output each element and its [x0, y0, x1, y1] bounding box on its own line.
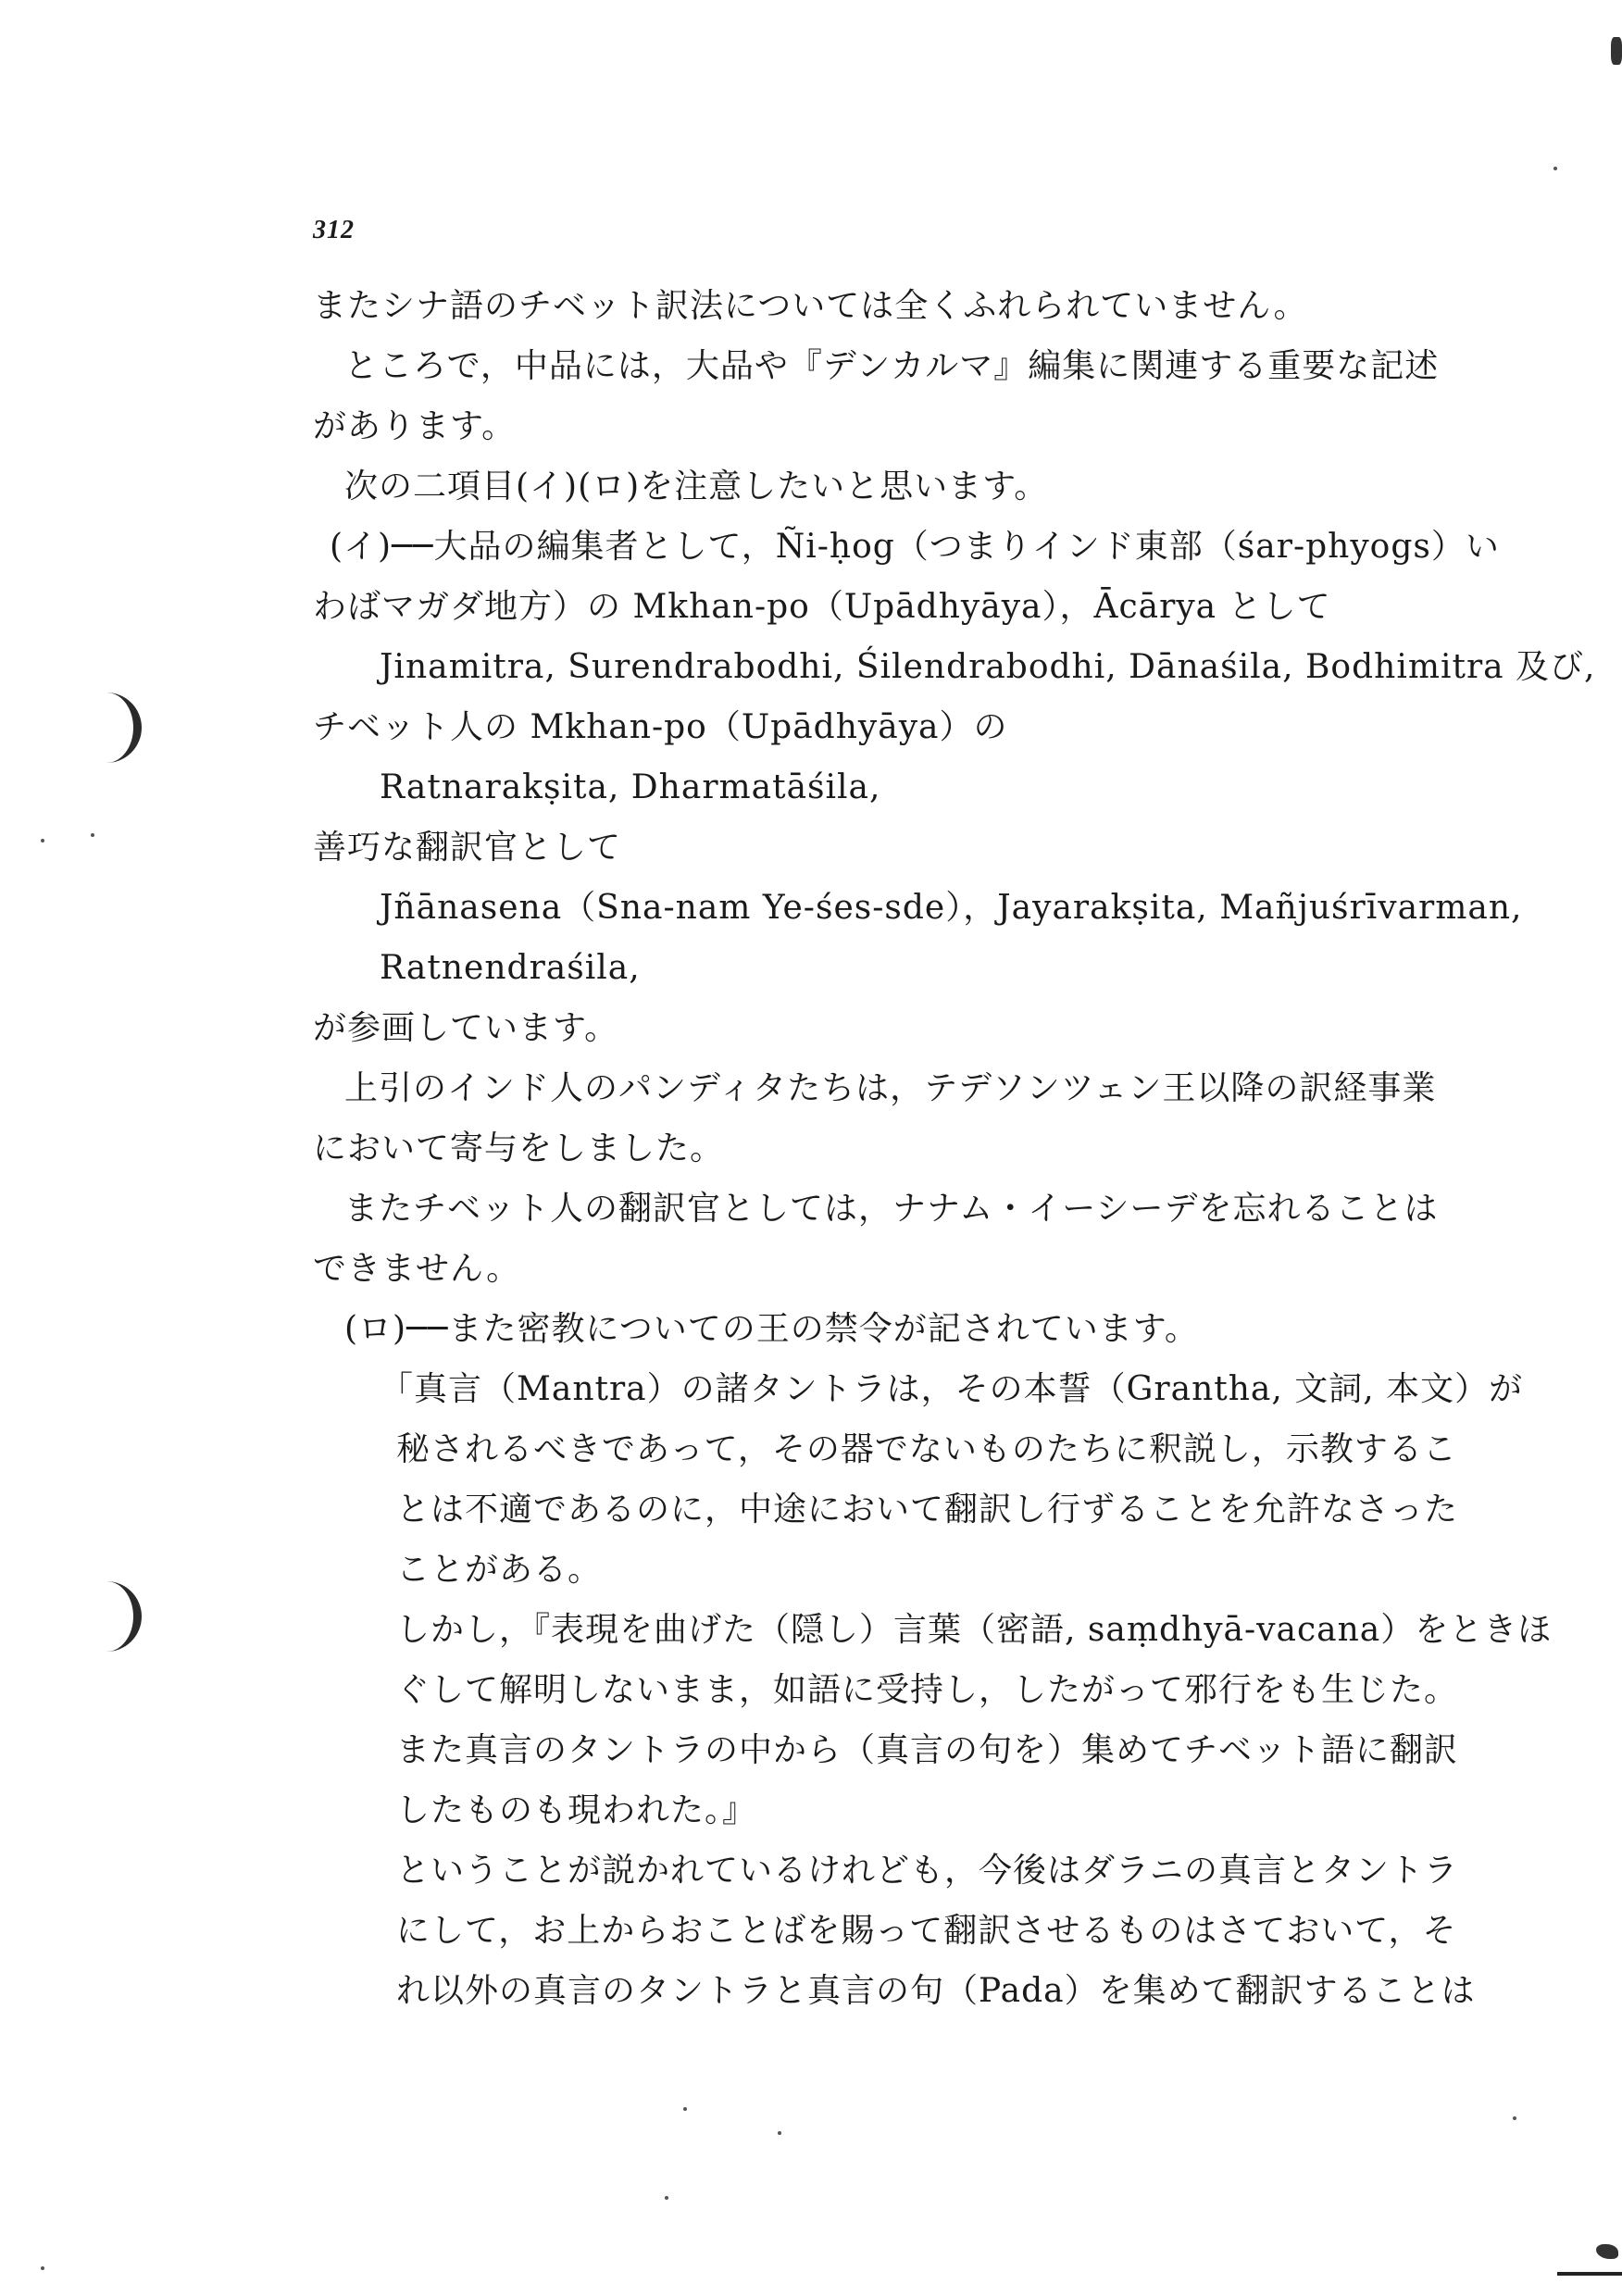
text-line: にして，お上からおことばを賜って翻訳させるものはさておいて，そ [396, 1912, 1457, 1950]
text-line: があります。 [313, 407, 517, 445]
text-line: 善巧な翻訳官として [313, 829, 622, 867]
scan-speck [778, 2131, 781, 2135]
scan-speck [683, 2107, 687, 2111]
scan-speck [41, 839, 44, 842]
scan-mark [1557, 2272, 1622, 2276]
text-line: Jinamitra, Surendrabodhi, Śilendrabodhi, Dānaśila, Bodhimitra 及び, [380, 648, 1596, 686]
text-line: (イ)──大品の編集者として，Ñi-ḥog（つまりインド東部（śar-phyogs）い [330, 528, 1500, 566]
text-line: チベット人の Mkhan-po（Upādhyāya）の [313, 708, 1008, 746]
text-line: とは不適であるのに，中途において翻訳し行ずることを允許なさった [396, 1491, 1459, 1529]
page-number: 312 [313, 216, 355, 244]
text-line: において寄与をしました。 [313, 1129, 725, 1167]
text-line: 秘されるべきであって，その器でないものたちに釈説し，示教するこ [396, 1430, 1457, 1468]
text-line: Ratnarakṣita, Dharmatāśila, [380, 768, 881, 806]
text-line: Jñānasena（Sna-nam Ye-śes-sde），Jayarakṣita, Mañjuśrīvarman, [380, 889, 1523, 927]
text-line: わばマガダ地方）の Mkhan-po（Upādhyāya），Ācārya として [313, 588, 1331, 626]
text-line: ぐして解明しないまま，如語に受持し，したがって邪行をも生じた。 [396, 1671, 1459, 1709]
text-line: 上引のインド人のパンディタたちは，テデソンツェン王以降の訳経事業 [344, 1069, 1437, 1107]
text-line: れ以外の真言のタントラと真言の句（Pada）を集めて翻訳することは [396, 1972, 1476, 2010]
text-line: が参画しています。 [313, 1009, 619, 1047]
text-line: 「真言（Mantra）の諸タントラは，その本誓（Grantha, 文詞, 本文）が [380, 1370, 1524, 1408]
scan-speck [41, 2266, 44, 2270]
text-line: また真言のタントラの中から（真言の句を）集めてチベット語に翻訳 [396, 1731, 1459, 1769]
text-line: またチベット人の翻訳官としては，ナナム・イーシーデを忘れることは [344, 1190, 1439, 1228]
text-line: またシナ語のチベット訳法については全くふれられていません。 [313, 287, 1308, 325]
text-line: Ratnendraśila, [380, 949, 641, 987]
scan-speck [665, 2196, 668, 2200]
scan-speck [1513, 2116, 1516, 2120]
text-line: できません。 [313, 1250, 521, 1288]
text-line: 次の二項目(イ)(ロ)を注意したいと思います。 [344, 468, 1049, 505]
binding-mark [100, 1581, 142, 1652]
text-line: (ロ)──また密教についての王の禁令が記されています。 [344, 1310, 1199, 1348]
binding-mark [100, 693, 142, 763]
text-line: したものも現われた。』 [396, 1791, 757, 1829]
text-line: ところで，中品には，大品や『デンカルマ』編集に関連する重要な記述 [344, 347, 1440, 385]
scan-speck [1553, 167, 1557, 170]
scan-mark [1596, 2244, 1618, 2259]
text-line: しかし，『表現を曲げた（隠し）言葉（密語, saṃdhyā-vacana）をときほ [396, 1611, 1553, 1649]
text-line: ことがある。 [396, 1551, 603, 1589]
text-line: ということが説かれているけれども，今後はダラニの真言とタントラ [396, 1852, 1459, 1890]
scan-speck [91, 833, 94, 837]
scan-mark [1611, 37, 1622, 65]
